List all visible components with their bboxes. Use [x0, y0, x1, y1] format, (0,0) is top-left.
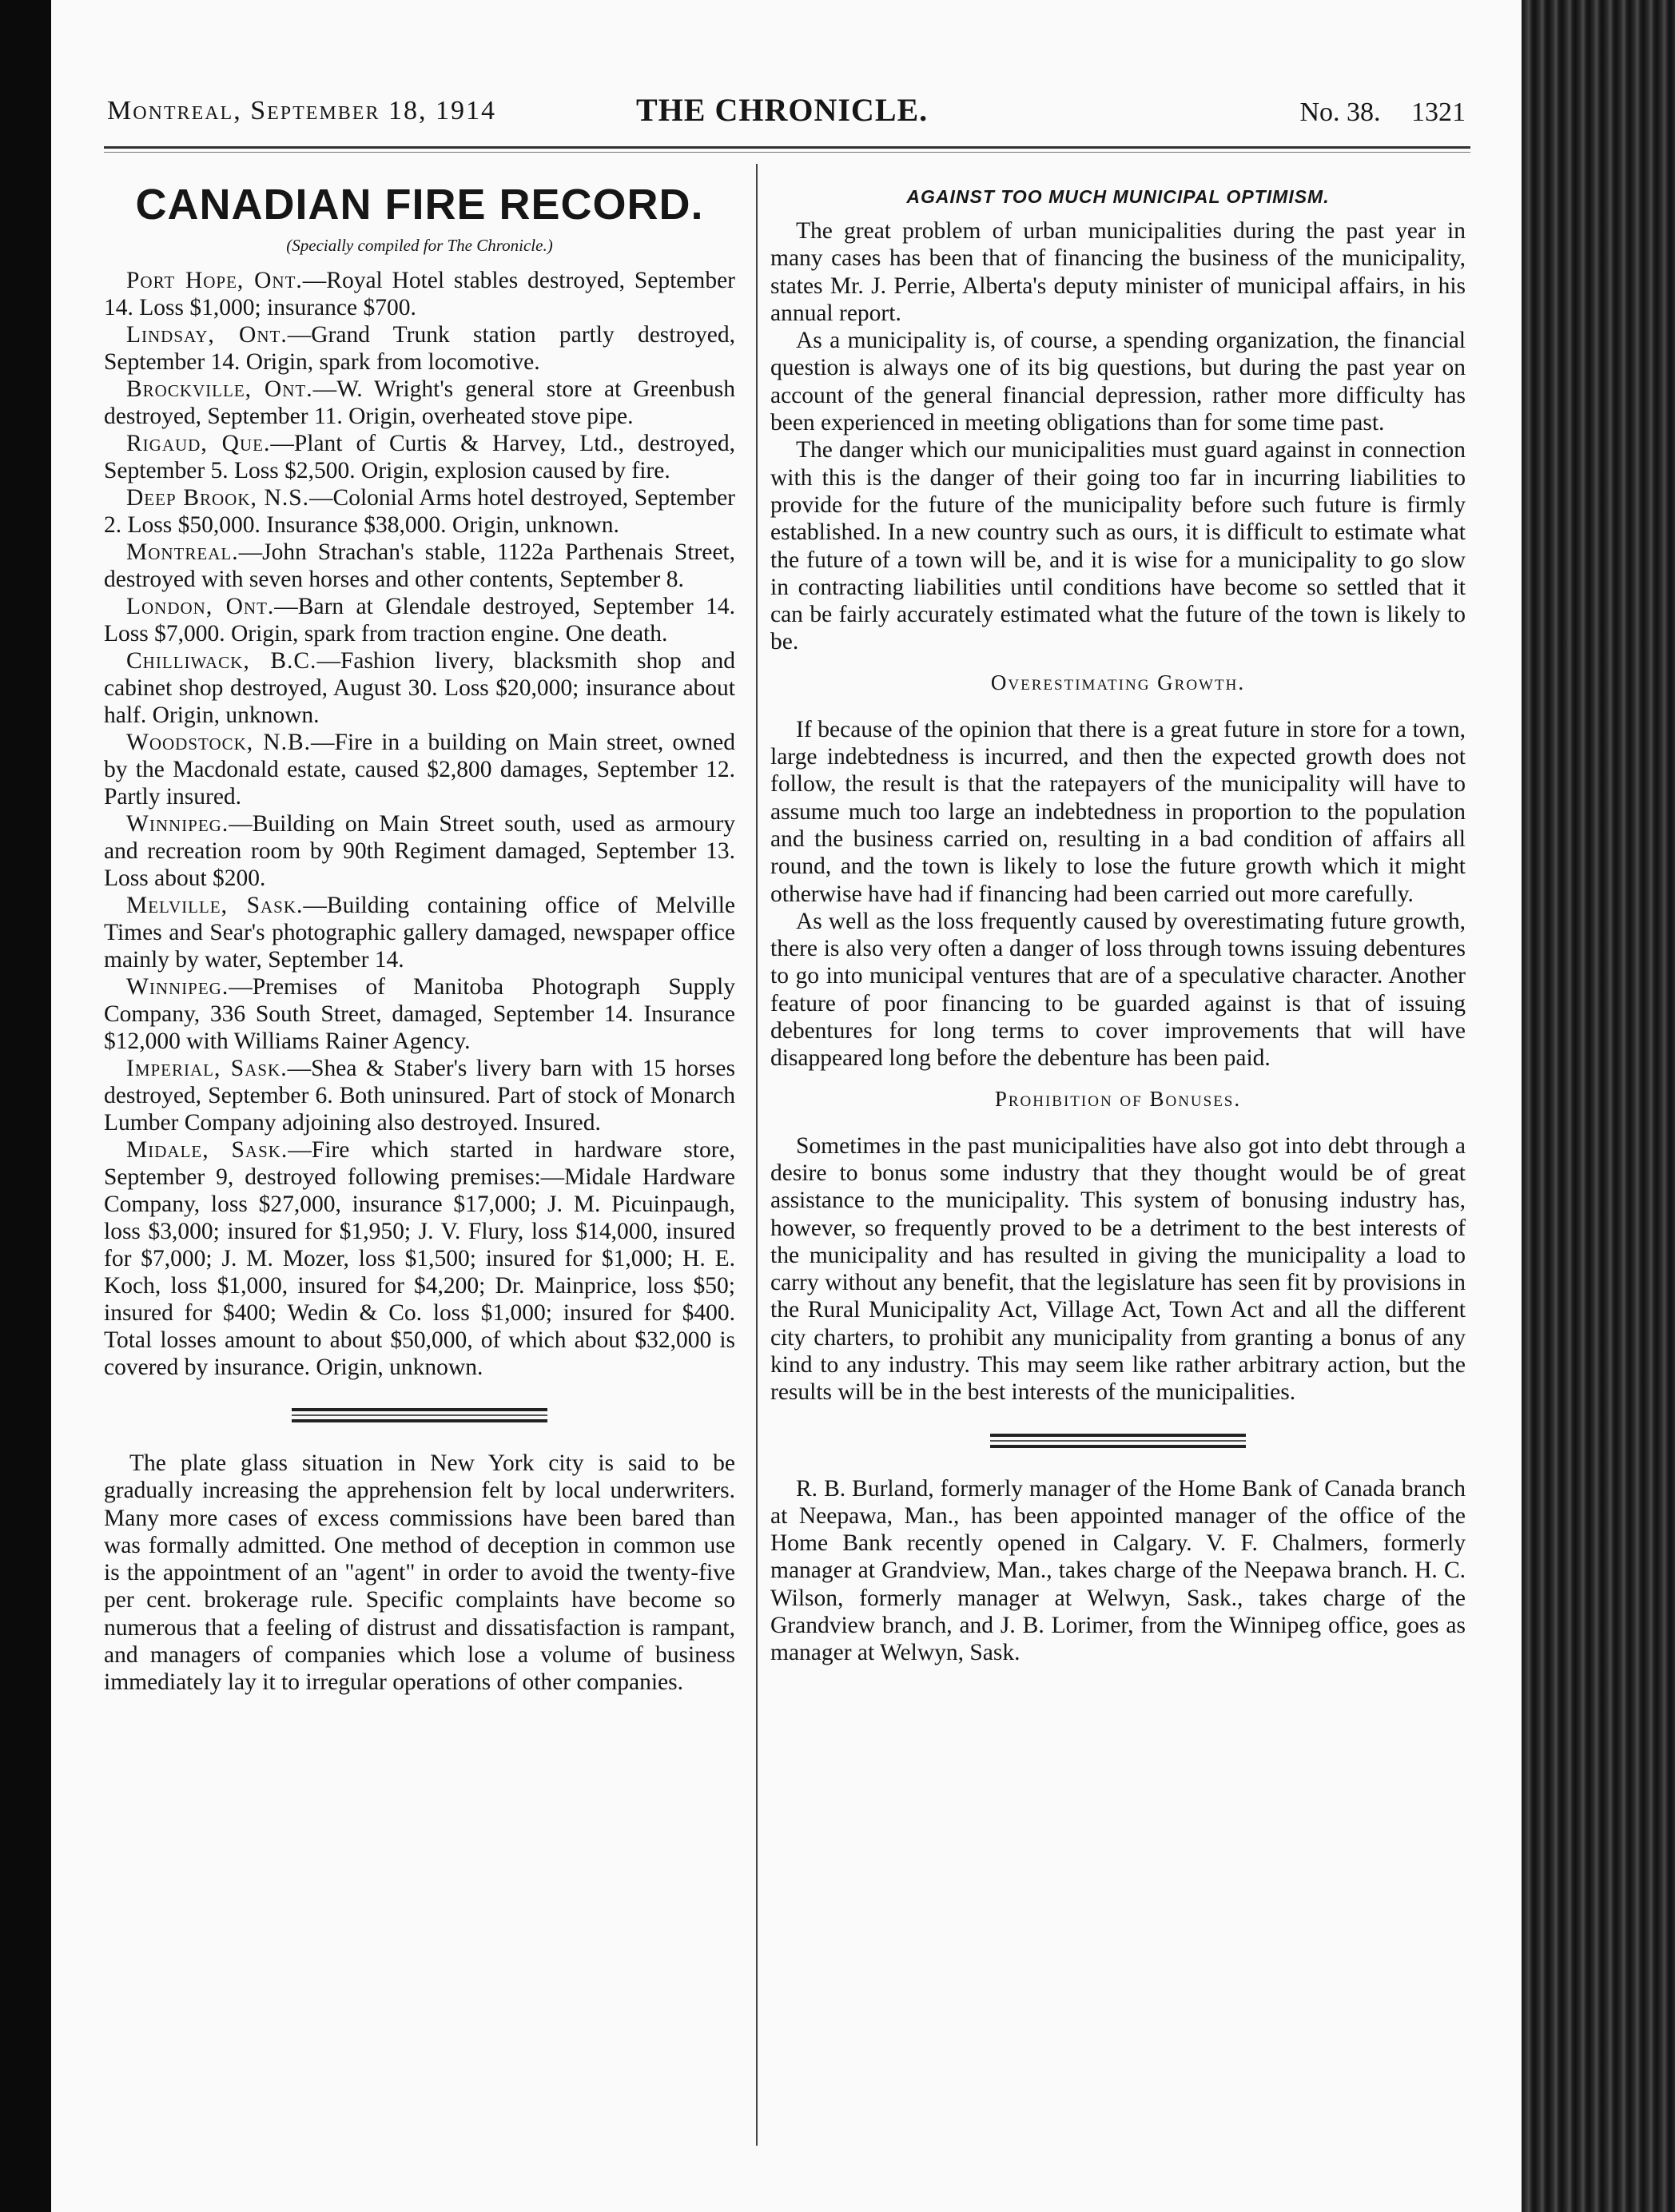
- page-number: 1321: [1411, 97, 1466, 127]
- entry-text: —Premises of Manitoba Photograph Supply Company, 336 South Street, damaged, September 14. Insurance $12,000 with Williams Rainer Agency.: [104, 974, 735, 1054]
- article-paragraph: As a municipality is, of course, a spending organization, the financial question is always one of its big questions, but during the past year on account of the general financial depression, rather more difficulty has been experienced in meeting obligations than for some time past.: [770, 328, 1466, 436]
- article-paragraph: The danger which our municipalities must guard against in connection with this is the danger of their going too far in incurring liabilities to provide for the future of the municipality before such future is firmly established. In a new country such as ours, it is difficult to estimate what the future of a town will be, and it is wise for a municipality to go slow in contracting liabilities until conditions have become so settled that it can be fairly accurately estimated what the future of the town is likely to be.: [770, 437, 1466, 655]
- fire-entry: [104, 593, 735, 647]
- fire-entry: [104, 321, 735, 376]
- entry-place: Melville, Sask.: [126, 893, 304, 918]
- plate-glass-article: The plate glass situation in New York city is said to be gradually increasing the apprehension felt by local underwriters. Many more cases of excess commissions have been bared than was formally admitted. One method of deception in common use is the appointment of an "agent" in order to avoid the twenty-five per cent. brokerage rule. Specific complaints have become so numerous that a feeling of distrust and dissatisfaction is rampant, and managers of companies which lose a volume of business immediately lay it to irregular operations of other companies.: [104, 1450, 735, 1696]
- page-edge-stack: [1522, 0, 1675, 2212]
- article-paragraph: If because of the opinion that there is a great future in store for a town, large indebtedness is incurred, and then the expected growth does not follow, the result is that the ratepayers of the municipality will have to assume much too large an indebtedness in proportion to the population and the business carried on, resulting in a bad condition of affairs all round, and the town is likely to lose the future growth which it might otherwise have had if financing had been carried out more carefully.: [770, 716, 1466, 907]
- entry-place: Lindsay, Ont.: [126, 322, 288, 348]
- article-paragraph: The great problem of urban municipalities during the past year in many cases has been that of financing the business of the municipality, states Mr. J. Perrie, Alberta's deputy minister of municipal affairs, in his annual report.: [770, 218, 1466, 326]
- entry-text: —Building containing office of Melville Times and Sear's photographic gallery damaged, newspaper office mainly by water, September 14.: [104, 893, 735, 973]
- entry-text: —Barn at Glendale destroyed, September 14. Loss $7,000. Origin, spark from traction engine. One death.: [104, 594, 735, 646]
- fire-entry: [104, 267, 735, 321]
- fire-entry: [104, 1136, 735, 1381]
- entry-place: Brockville, Ont.: [126, 376, 313, 402]
- burland-notice: R. B. Burland, formerly manager of the Home Bank of Canada branch at Neepawa, Man., has been appointed manager of the office of the Home Bank recently opened in Calgary. V. F. Chalmers, formerly manager at Grandview, Man., takes charge of the Neepawa branch. H. C. Wilson, formerly manager at Welwyn, Sask., takes charge of the Grandview branch, and J. B. Lorimer, from the Winnipeg office, goes as manager at Welwyn, Sask.: [770, 1475, 1466, 1666]
- fire-entry: [104, 539, 735, 593]
- entry-text: —Fire which started in hardware store, September 9, destroyed following premises:—Midale Hardware Company, loss $27,000, insurance $17,000; J. M. Picuinpaugh, loss $3,000; insured for $1,950; J. V. Flury, loss $14,000, insured for $7,000; J. M. Mozer, loss $1,500; insured for $1,000; H. E. Koch, loss $1,000, insured for $4,200; Dr. Mainprice, loss $50; insured for $400; Wedin & Co. loss $1,000; insured for $400. Total losses amount to about $50,000, of which about $32,000 is covered by insurance. Origin, unknown.: [104, 1137, 735, 1380]
- dateline: Montreal, September 18, 1914: [107, 96, 496, 125]
- fire-entry: [104, 1055, 735, 1136]
- issue-number: No. 38.: [1299, 97, 1381, 127]
- entry-place: Chilliwack, B.C.: [126, 648, 317, 674]
- entry-place: Winnipeg.: [126, 974, 229, 1000]
- entry-place: Deep Brook, N.S.: [126, 485, 310, 511]
- column-rule: [756, 164, 758, 2146]
- subhead-prohibition-of-bonuses: Prohibition of Bonuses.: [994, 1086, 1242, 1111]
- municipal-article-title: AGAINST TOO MUCH MUNICIPAL OPTIMISM.: [906, 186, 1330, 207]
- fire-entry: [104, 647, 735, 729]
- entry-place: Imperial, Sask.: [126, 1056, 288, 1081]
- fire-entry: [104, 376, 735, 430]
- entry-text: —Colonial Arms hotel destroyed, September 2. Loss $50,000. Insurance $38,000. Origin, unknown.: [104, 485, 735, 538]
- fire-entry: [104, 729, 735, 810]
- entry-place: Rigaud, Que.: [126, 431, 271, 456]
- entry-text: —Plant of Curtis & Harvey, Ltd., destroyed, September 5. Loss $2,500. Origin, explosion caused by fire.: [104, 431, 735, 483]
- entry-text: —Fashion livery, blacksmith shop and cabinet shop destroyed, August 30. Loss $20,000; insurance about half. Origin, unknown.: [104, 648, 735, 728]
- page-header: [107, 92, 1466, 144]
- fire-entry: [104, 430, 735, 484]
- left-column: [104, 172, 735, 1697]
- section-divider: [292, 1408, 547, 1422]
- entry-text: —Shea & Staber's livery barn with 15 horses destroyed, September 6. Both uninsured. Part of stock of Monarch Lumber Company adjoining also destroyed. Insured.: [104, 1056, 736, 1136]
- fire-record-credit: (Specially compiled for The Chronicle.): [286, 236, 553, 255]
- entry-place: Port Hope, Ont.: [126, 268, 303, 293]
- fire-entry: [104, 484, 735, 539]
- newspaper-page: [51, 0, 1522, 2212]
- fire-entry: [104, 810, 735, 892]
- fire-entry: [104, 892, 735, 973]
- entry-place: London, Ont.: [126, 594, 275, 619]
- entry-place: Midale, Sask.: [126, 1137, 288, 1163]
- issue-info: [1275, 97, 1466, 128]
- entry-text: —Fire in a building on Main street, owned by the Macdonald estate, caused $2,800 damages, September 12. Partly insured.: [104, 730, 735, 810]
- fire-entry: [104, 973, 735, 1055]
- masthead-title: THE CHRONICLE.: [636, 92, 929, 128]
- right-column: [770, 172, 1466, 1667]
- entry-text: —Royal Hotel stables destroyed, September 14. Loss $1,000; insurance $700.: [104, 268, 735, 320]
- entry-place: Woodstock, N.B.: [126, 730, 312, 755]
- header-rule: [104, 146, 1470, 149]
- entry-text: —Building on Main Street south, used as armoury and recreation room by 90th Regiment damaged, September 13. Loss about $200.: [104, 811, 735, 891]
- entry-text: —John Strachan's stable, 1122a Parthenais Street, destroyed with seven horses and other contents, September 8.: [104, 539, 735, 592]
- entry-text: —Grand Trunk station partly destroyed, September 14. Origin, spark from locomotive.: [104, 322, 735, 375]
- header-rule-thin: [104, 152, 1470, 153]
- entry-place: Montreal.: [126, 539, 239, 565]
- subhead-overestimating-growth: Overestimating Growth.: [990, 670, 1246, 694]
- section-divider: [990, 1434, 1246, 1448]
- entry-text: —W. Wright's general store at Greenbush destroyed, September 11. Origin, overheated stove pipe.: [104, 376, 735, 429]
- fire-record-title: CANADIAN FIRE RECORD.: [135, 181, 704, 229]
- entry-place: Winnipeg.: [126, 811, 229, 837]
- article-paragraph: Sometimes in the past municipalities have also got into debt through a desire to bonus some industry that they thought would be of great assistance to the municipality. This system of bonusing industry has, however, so frequently proved to be a detriment to the best interests of the municipality and has resulted in giving the municipality a load to carry without any benefit, that the legislature has seen fit by provisions in the Rural Municipality Act, Village Act, Town Act and all the different city charters, to prohibit any municipality from granting a bonus of any kind to any industry. This may seem like rather arbitrary action, but the results will be in the best interests of the municipalities.: [770, 1132, 1466, 1406]
- article-paragraph: As well as the loss frequently caused by overestimating future growth, there is also very often a danger of loss through towns issuing debentures to go into municipal ventures that are of a speculative character. Another feature of poor financing to be guarded against is that of issuing debentures for long terms to cover improvements that will have disappeared long before the debenture has been paid.: [770, 908, 1466, 1072]
